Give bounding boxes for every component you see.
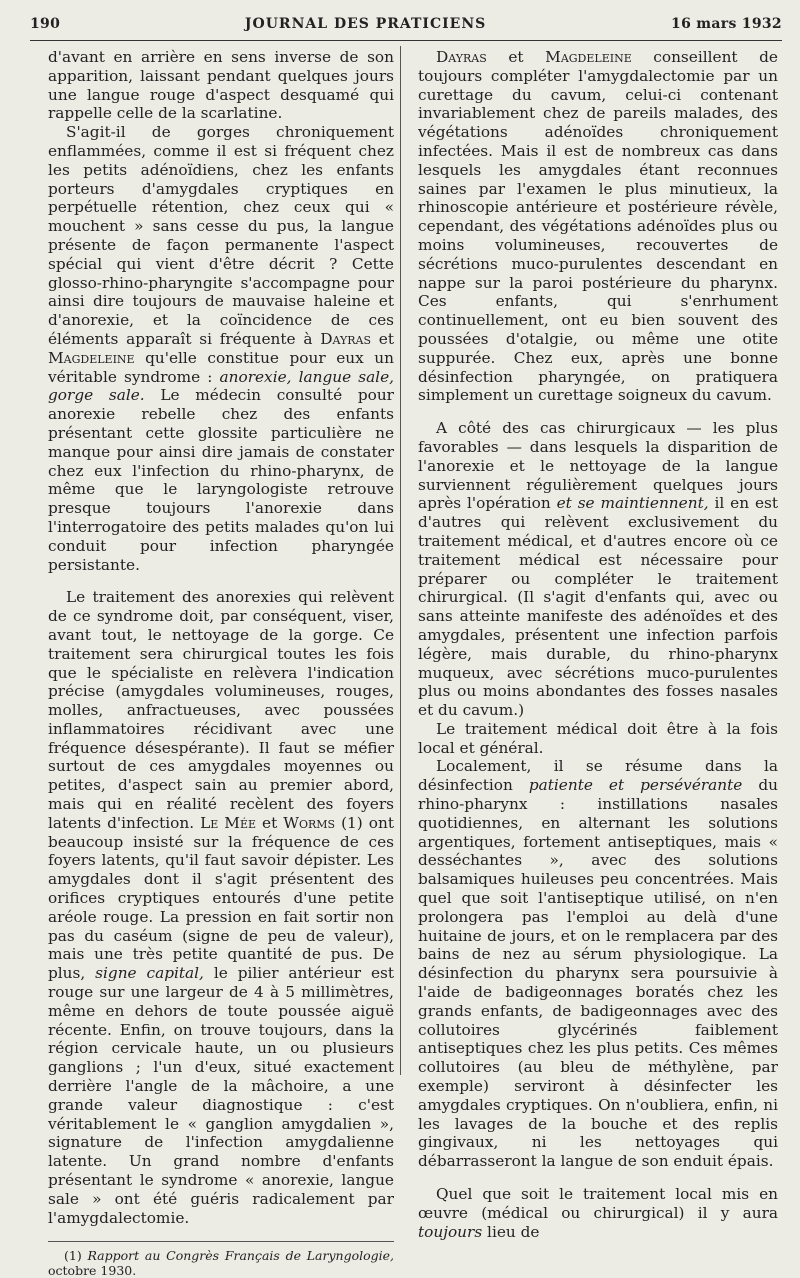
author-name: Magdeleine	[545, 48, 632, 66]
left-paragraph-1: d'avant en arrière en sens inverse de son apparition, laissant pendant quelques jours une langue rouge d'aspect desquamé qui rappelle celle de la scarlatine.	[48, 48, 394, 123]
left-paragraph-3: Le traitement des anorexies qui relèvent de ce syndrome doit, par conséquent, viser, avant tout, le nettoyage de la gorge. Ce traitement sera chirurgical toutes les fois que le spécialiste en relèvera l'indication précise (amygdales volumineuses, rouges, molles, anfractueuses, avec poussées inflammatoires récidivant avec une fréquence désespérante). Il faut se méfier surtout de ces amygdales moyennes ou petites, d'aspect sain au premier abord, mais qui en réalité recèlent des foyers latents d'infection. Le Mée et Worms (1) ont beaucoup insisté sur la fréquence de ces foyers latents, qu'il faut savoir dépister. Les amygdales dont il s'agit présentent des orifices cryptiques entourés d'une petite aréole rouge. La pression en fait sortir non pas du caséum (signe de peu de valeur), mais une très petite quantité de pus. De plus, signe capital, le pilier antérieur est rouge sur une largeur de 4 à 5 millimètres, même en dehors de toute poussée aiguë récente. Enfin, on trouve toujours, dans la région cervicale haute, un ou plusieurs ganglions ; l'un d'eux, situé exactement derrière l'angle de la mâchoire, a une grande valeur diagnostique : c'est véritablement le « ganglion amygdalien », signature de l'infection amygdalienne latente. Un grand nombre d'enfants présentant le syndrome « anorexie, langue sale » ont été guéris radicalement par l'amygdalectomie.	[48, 588, 394, 1227]
page-header	[30, 16, 782, 38]
left-column	[48, 48, 394, 1278]
footnote: (1) Rapport au Congrès Français de Laryngologie, octobre 1930.	[48, 1248, 395, 1278]
column-divider	[400, 46, 401, 1075]
issue-date: 16 mars 1932	[671, 16, 782, 32]
right-paragraph-4: Localement, il se résume dans la désinfection patiente et persévérante du rhino-pharynx : instillations nasales quotidiennes, en alternant les solutions argentiques, fortement antiseptiques, mais « desséchantes », avec des solutions balsamiques huileuses peu concentrées. Mais quel que soit l'antiseptique utilisé, on n'en prolongera pas l'emploi au delà d'une huitaine de jours, et on le remplacera par des bains de nez au sérum physiologique. La désinfection du pharynx sera poursuivie à l'aide de badigeonnages boratés chez les grands enfants, de badigeonnages avec des collutoires glycérinés faiblement antiseptiques chez les plus petits. Ces mêmes collutoires (au bleu de méthylène, par exemple) serviront à désinfecter les amygdales cryptiques. On n'oubliera, enfin, ni les lavages de la bouche et des replis gingivaux, ni les nettoyages qui débarrasseront la langue de son enduit épais.	[418, 757, 779, 1171]
right-paragraph-5: Quel que soit le traitement local mis en œuvre (médical ou chirurgical) il y aura toujours lieu de	[418, 1185, 778, 1241]
right-paragraph-2: A côté des cas chirurgicaux — les plus favorables — dans lesquels la disparition de l'anorexie et le nettoyage de la langue surviennent régulièrement quelques jours après l'opération et se maintiennent, il en est d'autres qui relèvent exclusivement du traitement médical, et d'autres encore où ce traitement médical est nécessaire pour préparer ou compléter le traitement chirurgical. (Il s'agit d'enfants qui, avec ou sans atteinte manifeste des adénoïdes et des amygdales, présentent une infection parfois légère, mais durable, du rhino-pharynx muqueux, avec sécrétions muco-purulentes plus ou moins abondantes des fosses nasales et du cavum.)	[418, 419, 778, 720]
right-paragraph-1: Dayras et Magdeleine conseillent de toujours compléter l'amygdalectomie par un curettage du cavum, celui-ci contenant invariablement chez de pareils malades, des végétations adénoïdes chroniquement infectées. Mais il est de nombreux cas dans lesquels les amygdales étant reconnues saines par l'examen le plus minutieux, la rhinoscopie antérieure et postérieure révèle, cependant, des végétations adénoïdes plus ou moins volumineuses, recouvertes de sécrétions muco-purulentes descendant en nappe sur la paroi postérieure du pharynx. Ces enfants, qui s'enrhument continuellement, ont eu bien souvent des poussées d'otalgie, ou même une otite suppurée. Chez eux, après une bonne désinfection pharyngée, on pratiquera simplement un curettage soigneux du cavum.	[418, 48, 778, 405]
page-number: 190	[30, 16, 61, 32]
right-column	[418, 48, 778, 1241]
footnote-rule	[48, 1241, 394, 1242]
journal-title: JOURNAL DES PRATICIENS	[244, 16, 487, 32]
author-name: Magdeleine	[48, 348, 135, 367]
author-name: Dayras	[436, 48, 487, 66]
left-paragraph-2: S'agit-il de gorges chroniquement enflammées, comme il est si fréquent chez les petits adénoïdiens, chez les enfants porteurs d'amygdales cryptiques en perpétuelle rétention, chez ceux qui « mouchent » sans cesse du pus, la langue présente de façon permanente l'aspect spécial qui vient d'être décrit ? Cette glosso-rhino-pharyngite s'accompagne pour ainsi dire toujours de mauvaise haleine et d'anorexie, et la coïncidence de ces éléments apparaît si fréquente à Dayras et Magdeleine qu'elle constitue pour eux un véritable syndrome : anorexie, langue sale, gorge sale. Le médecin consulté pour anorexie rebelle chez des enfants présentant cette glossite particulière ne manque pour ainsi dire jamais de constater chez eux l'infection du rhino-pharynx, de même que le laryngologiste retrouve presque toujours l'anorexie dans l'interrogatoire des petits malades qu'on lui conduit pour infection pharyngée persistante.	[48, 123, 395, 574]
right-paragraph-3: Le traitement médical doit être à la fois local et général.	[418, 719, 778, 757]
author-name: Le Mée	[200, 813, 257, 832]
header-rule	[30, 40, 782, 41]
author-name: Dayras	[320, 329, 372, 348]
author-name: Worms	[283, 813, 336, 832]
